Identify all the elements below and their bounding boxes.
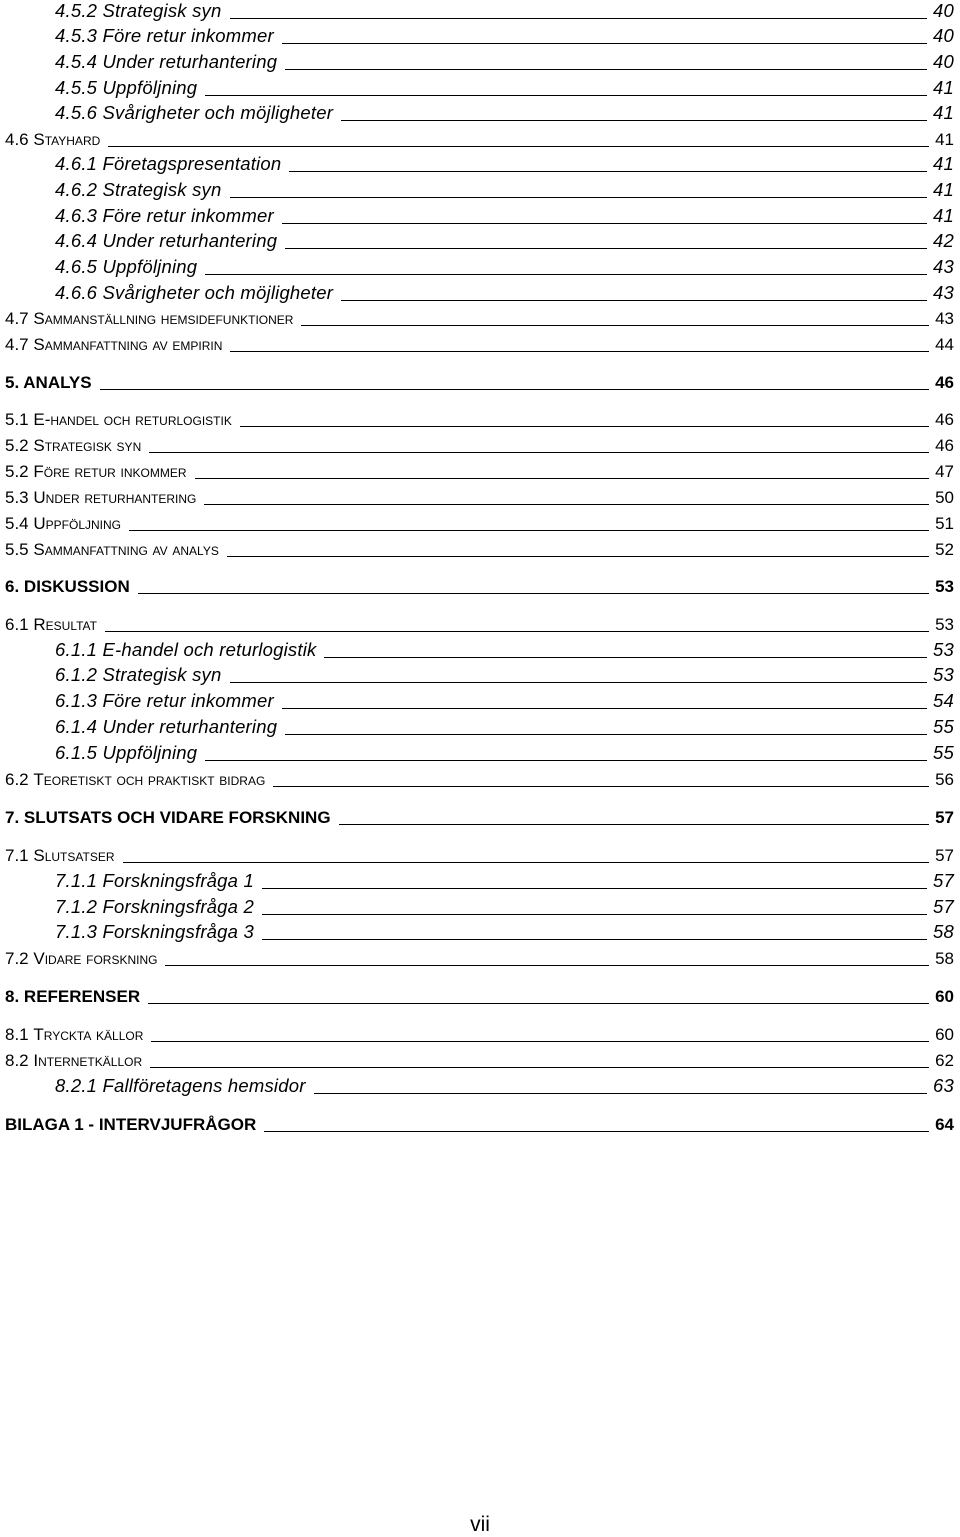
toc-leader-line	[341, 300, 927, 301]
toc-entry-title	[5, 540, 219, 560]
toc-leader-line	[264, 1131, 929, 1132]
toc-entry-page: 52	[935, 540, 954, 559]
toc-entry-page: 51	[935, 514, 954, 533]
toc-entry[interactable]	[55, 716, 954, 738]
page-number-footer: vii	[470, 1513, 490, 1536]
toc-leader-line	[227, 556, 929, 557]
toc-entry-number: 6.2	[5, 770, 29, 789]
toc-leader-line	[273, 786, 929, 787]
toc-entry-text: Strategisk syn	[33, 436, 142, 455]
toc-leader-line	[129, 530, 929, 531]
toc-entry-title	[55, 282, 333, 304]
toc-entry-title	[55, 256, 197, 278]
toc-entry-page: 60	[935, 1025, 954, 1044]
toc-leader-line	[230, 197, 928, 198]
toc-entry-title	[55, 921, 254, 943]
toc-entry-number: 5.	[5, 373, 20, 392]
toc-entry-title	[55, 205, 274, 227]
toc-entry[interactable]	[55, 282, 954, 304]
toc-leader-line	[289, 171, 927, 172]
toc-leader-line	[282, 43, 927, 44]
toc-entry-text: Fallföretagens hemsidor	[102, 1075, 306, 1096]
toc-entry-text: Forskningsfråga 3	[102, 921, 254, 942]
toc-entry-text: Uppföljning	[102, 256, 198, 277]
toc-entry[interactable]	[55, 179, 954, 201]
toc-entry-page: 53	[935, 577, 954, 596]
toc-entry-page: 46	[935, 436, 954, 455]
toc-leader-line	[195, 478, 930, 479]
toc-entry-number: 6.1	[5, 615, 29, 634]
toc-entry-text: Vidare forskning	[33, 949, 158, 968]
toc-leader-line	[285, 69, 927, 70]
toc-entry[interactable]	[55, 102, 954, 124]
toc-entry-page: 57	[933, 896, 954, 917]
toc-entry-number: 7.	[5, 808, 20, 827]
toc-leader-line	[262, 914, 927, 915]
toc-entry-number: 5.1	[5, 410, 29, 429]
toc-entry-title	[55, 102, 333, 124]
toc-entry-title	[55, 230, 277, 252]
toc-entry-number: 4.6.3	[55, 205, 98, 226]
toc-entry-text: E-handel och returlogistik	[33, 410, 232, 429]
toc-entry-number: 4.7	[5, 309, 29, 328]
toc-entry-text: Svårigheter och möjligheter	[102, 102, 334, 123]
toc-entry-number: 4.5.4	[55, 51, 98, 72]
toc-leader-line	[341, 120, 927, 121]
toc-leader-line	[205, 760, 927, 761]
toc-entry-page: 64	[935, 1115, 954, 1134]
toc-entry-number: 7.1.2	[55, 896, 98, 917]
toc-entry-page: 53	[933, 639, 954, 660]
toc-entry-title	[55, 716, 277, 738]
toc-entry[interactable]	[5, 333, 954, 355]
toc-entry-title	[5, 1025, 143, 1045]
toc-leader-line	[262, 939, 927, 940]
toc-entry-text: Under returhantering	[102, 716, 278, 737]
toc-entry-number: 4.5.5	[55, 77, 98, 98]
toc-entry-page: 63	[933, 1075, 954, 1096]
toc-entry-text: Forskningsfråga 1	[102, 870, 254, 891]
toc-entry-number: 4.6.2	[55, 179, 98, 200]
toc-leader-line	[230, 18, 928, 19]
toc-entry-page: 41	[933, 153, 954, 174]
toc-entry-page: 40	[933, 25, 954, 46]
toc-leader-line	[151, 1041, 929, 1042]
toc-entry-number: 4.6.6	[55, 282, 98, 303]
toc-entry-text: Före retur inkommer	[33, 462, 187, 481]
toc-entry-number: 6.1.1	[55, 639, 98, 660]
toc-entry-page: 41	[933, 205, 954, 226]
toc-entry-title	[55, 690, 274, 712]
toc-entry[interactable]	[55, 1075, 954, 1097]
toc-entry-number: 5.4	[5, 514, 29, 533]
toc-entry[interactable]	[5, 1113, 954, 1135]
toc-entry-text: Tryckta källor	[33, 1025, 144, 1044]
toc-leader-line	[230, 351, 929, 352]
toc-entry-text: Teoretiskt och praktiskt bidrag	[33, 770, 266, 789]
toc-entry-page: 41	[933, 77, 954, 98]
toc-entry-number: 4.5.2	[55, 0, 98, 21]
toc-entry-page: 43	[933, 256, 954, 277]
toc-entry-number: 7.1.3	[55, 921, 98, 942]
toc-entry[interactable]	[5, 486, 954, 508]
toc-leader-line	[149, 452, 929, 453]
toc-entry-title	[55, 77, 197, 99]
toc-entry-page: 62	[935, 1051, 954, 1070]
toc-leader-line	[324, 657, 927, 658]
toc-entry-page: 41	[935, 130, 954, 149]
toc-entry[interactable]	[55, 870, 954, 892]
toc-leader-line	[230, 682, 928, 683]
toc-entry-number: 8.1	[5, 1025, 29, 1044]
toc-entry-text: Strategisk syn	[102, 664, 222, 685]
toc-entry-text: Resultat	[33, 615, 97, 634]
toc-entry[interactable]	[5, 371, 954, 393]
toc-entry-page: 41	[933, 179, 954, 200]
toc-entry-text: Företagspresentation	[102, 153, 282, 174]
toc-entry-title	[55, 51, 277, 73]
toc-entry-number: 5.3	[5, 488, 29, 507]
toc-entry[interactable]	[5, 128, 954, 150]
toc-entry-text: Uppföljning	[102, 77, 198, 98]
toc-leader-line	[285, 248, 927, 249]
toc-entry[interactable]	[5, 768, 954, 790]
toc-leader-line	[123, 862, 930, 863]
toc-entry-text: Slutsatser	[33, 846, 115, 865]
toc-entry-number: 4.5.6	[55, 102, 98, 123]
toc-entry-text: Strategisk syn	[102, 0, 222, 21]
toc-leader-line	[100, 389, 929, 390]
toc-entry-title	[55, 870, 254, 892]
toc-entry-text: SLUTSATS OCH VIDARE FORSKNING	[23, 808, 331, 827]
toc-entry-text: Sammanfattning av analys	[33, 540, 219, 559]
toc-entry[interactable]	[55, 256, 954, 278]
toc-entry-text: E-handel och returlogistik	[102, 639, 317, 660]
toc-entry[interactable]	[5, 307, 954, 329]
toc-entry-text: Under returhantering	[102, 230, 278, 251]
toc-entry-title	[55, 742, 197, 764]
toc-entry[interactable]	[55, 690, 954, 712]
toc-entry-title	[55, 639, 316, 661]
toc-entry-number: 4.5.3	[55, 25, 98, 46]
toc-entry-page: 57	[935, 846, 954, 865]
toc-entry[interactable]	[5, 460, 954, 482]
toc-entry-text: Svårigheter och möjligheter	[102, 282, 334, 303]
toc-entry-title	[5, 615, 97, 635]
toc-entry-title	[5, 770, 265, 790]
toc-entry-title	[5, 309, 293, 329]
toc-leader-line	[339, 824, 930, 825]
toc-entry-page: 50	[935, 488, 954, 507]
toc-leader-line	[204, 504, 929, 505]
toc-entry-title	[5, 410, 232, 430]
toc-entry-title	[55, 1075, 306, 1097]
toc-entry-page: 56	[935, 770, 954, 789]
toc-entry[interactable]	[5, 613, 954, 635]
toc-entry-number: 6.1.5	[55, 742, 98, 763]
toc-entry-number: 7.1	[5, 846, 29, 865]
toc-entry-number: 7.1.1	[55, 870, 98, 891]
toc-entry-number: 4.6.4	[55, 230, 98, 251]
toc-entry-page: 57	[933, 870, 954, 891]
toc-leader-line	[282, 223, 927, 224]
toc-entry-number: 7.2	[5, 949, 29, 968]
toc-entry-title	[5, 462, 187, 482]
toc-entry-title	[5, 436, 141, 456]
toc-leader-line	[205, 274, 927, 275]
toc-entry-page: 53	[933, 664, 954, 685]
toc-entry-text: Strategisk syn	[102, 179, 222, 200]
toc-entry[interactable]	[5, 575, 954, 597]
toc-entry-text: Före retur inkommer	[102, 205, 274, 226]
toc-entry-text: Uppföljning	[102, 742, 198, 763]
toc-entry-number: 4.6.5	[55, 256, 98, 277]
toc-leader-line	[301, 325, 929, 326]
toc-entry-page: 40	[933, 51, 954, 72]
toc-entry[interactable]	[5, 985, 954, 1007]
toc-entry-text: Före retur inkommer	[102, 25, 274, 46]
toc-entry[interactable]	[55, 51, 954, 73]
toc-entry[interactable]	[55, 664, 954, 686]
toc-leader-line	[150, 1067, 929, 1068]
toc-entry-title	[5, 808, 331, 828]
toc-entry[interactable]	[5, 947, 954, 969]
toc-entry-text: Före retur inkommer	[102, 690, 274, 711]
toc-entry-page: 42	[933, 230, 954, 251]
toc-entry-text: Under returhantering	[102, 51, 278, 72]
toc-entry-text: Stayhard	[33, 130, 101, 149]
toc-entry[interactable]	[5, 844, 954, 866]
toc-entry-title	[5, 514, 121, 534]
toc-entry[interactable]	[55, 77, 954, 99]
toc-entry-number: 8.2.1	[55, 1075, 98, 1096]
toc-entry-page: 55	[933, 716, 954, 737]
toc-entry-title	[55, 896, 254, 918]
toc-leader-line	[262, 888, 927, 889]
toc-entry-title	[5, 846, 115, 866]
toc-entry-title	[5, 577, 130, 597]
toc-entry-number: 5.5	[5, 540, 29, 559]
toc-entry-title	[5, 987, 140, 1007]
toc-entry[interactable]	[55, 25, 954, 47]
toc-entry[interactable]	[55, 153, 954, 175]
toc-entry-title	[5, 488, 196, 508]
toc-leader-line	[205, 95, 927, 96]
toc-entry-title	[55, 0, 222, 22]
toc-leader-line	[108, 146, 929, 147]
toc-leader-line	[138, 593, 929, 594]
toc-entry-page: 57	[935, 808, 954, 827]
toc-leader-line	[165, 965, 929, 966]
toc-leader-line	[285, 734, 927, 735]
toc-entry-number: 4.6.1	[55, 153, 98, 174]
toc-entry-number: 6.	[5, 577, 20, 596]
toc-entry-page: 46	[935, 373, 954, 392]
toc-entry-number: 6.1.3	[55, 690, 98, 711]
toc-entry-page: 44	[935, 335, 954, 354]
toc-entry-text: DISKUSSION	[23, 577, 130, 596]
toc-entry-page: 58	[935, 949, 954, 968]
toc-entry-page: 47	[935, 462, 954, 481]
toc-entry-page: 53	[935, 615, 954, 634]
toc-entry[interactable]	[5, 806, 954, 828]
toc-entry-text: REFERENSER	[23, 987, 141, 1006]
toc-entry-title	[55, 25, 274, 47]
toc-leader-line	[148, 1003, 929, 1004]
toc-entry-title	[5, 1051, 142, 1071]
toc-entry-title	[5, 130, 100, 150]
toc-leader-line	[105, 631, 929, 632]
toc-entry-number: 4.6	[5, 130, 29, 149]
toc-entry[interactable]	[55, 0, 954, 22]
toc-entry-number: 4.7	[5, 335, 29, 354]
toc-entry-page: 41	[933, 102, 954, 123]
toc-entry-title	[55, 179, 222, 201]
toc-leader-line	[282, 708, 927, 709]
toc-entry-text: Sammanställning hemsidefunktioner	[33, 309, 294, 328]
toc-entry-number: 6.1.4	[55, 716, 98, 737]
toc-entry-text: Internetkällor	[33, 1051, 143, 1070]
toc-entry-number: 6.1.2	[55, 664, 98, 685]
toc-entry-text: BILAGA 1 - INTERVJUFRÅGOR	[5, 1115, 257, 1134]
toc-entry-text: Sammanfattning av empirin	[33, 335, 223, 354]
toc-entry[interactable]	[5, 1023, 954, 1045]
toc-entry-title	[5, 949, 157, 969]
toc-entry-page: 54	[933, 690, 954, 711]
toc-entry[interactable]	[55, 205, 954, 227]
toc-leader-line	[314, 1093, 927, 1094]
toc-entry-title	[5, 373, 92, 393]
toc-entry[interactable]	[5, 512, 954, 534]
toc-entry[interactable]	[5, 538, 954, 560]
toc-entry-text: Uppföljning	[33, 514, 121, 533]
toc-entry[interactable]	[5, 1049, 954, 1071]
toc-entry-number: 8.2	[5, 1051, 29, 1070]
toc-entry-text: Under returhantering	[33, 488, 197, 507]
toc-entry[interactable]	[5, 434, 954, 456]
toc-entry-page: 58	[933, 921, 954, 942]
toc-entry-title	[5, 1115, 256, 1135]
toc-entry[interactable]	[5, 408, 954, 430]
toc-entry-number: 5.2	[5, 436, 29, 455]
toc-leader-line	[240, 426, 929, 427]
toc-entry-text: ANALYS	[23, 373, 92, 392]
toc-entry-title	[55, 153, 281, 175]
toc-entry-page: 43	[935, 309, 954, 328]
toc-entry[interactable]	[55, 896, 954, 918]
toc-entry[interactable]	[55, 921, 954, 943]
toc-entry[interactable]	[55, 742, 954, 764]
toc-entry[interactable]	[55, 639, 954, 661]
toc-entry-page: 46	[935, 410, 954, 429]
toc-entry-text: Forskningsfråga 2	[102, 896, 254, 917]
toc-entry[interactable]	[55, 230, 954, 252]
toc-entry-page: 55	[933, 742, 954, 763]
toc-entry-number: 5.2	[5, 462, 29, 481]
toc-entry-page: 60	[935, 987, 954, 1006]
toc-entry-number: 8.	[5, 987, 20, 1006]
toc-entry-page: 40	[933, 0, 954, 21]
toc-entry-title	[55, 664, 222, 686]
toc-entry-title	[5, 335, 222, 355]
toc-entry-page: 43	[933, 282, 954, 303]
